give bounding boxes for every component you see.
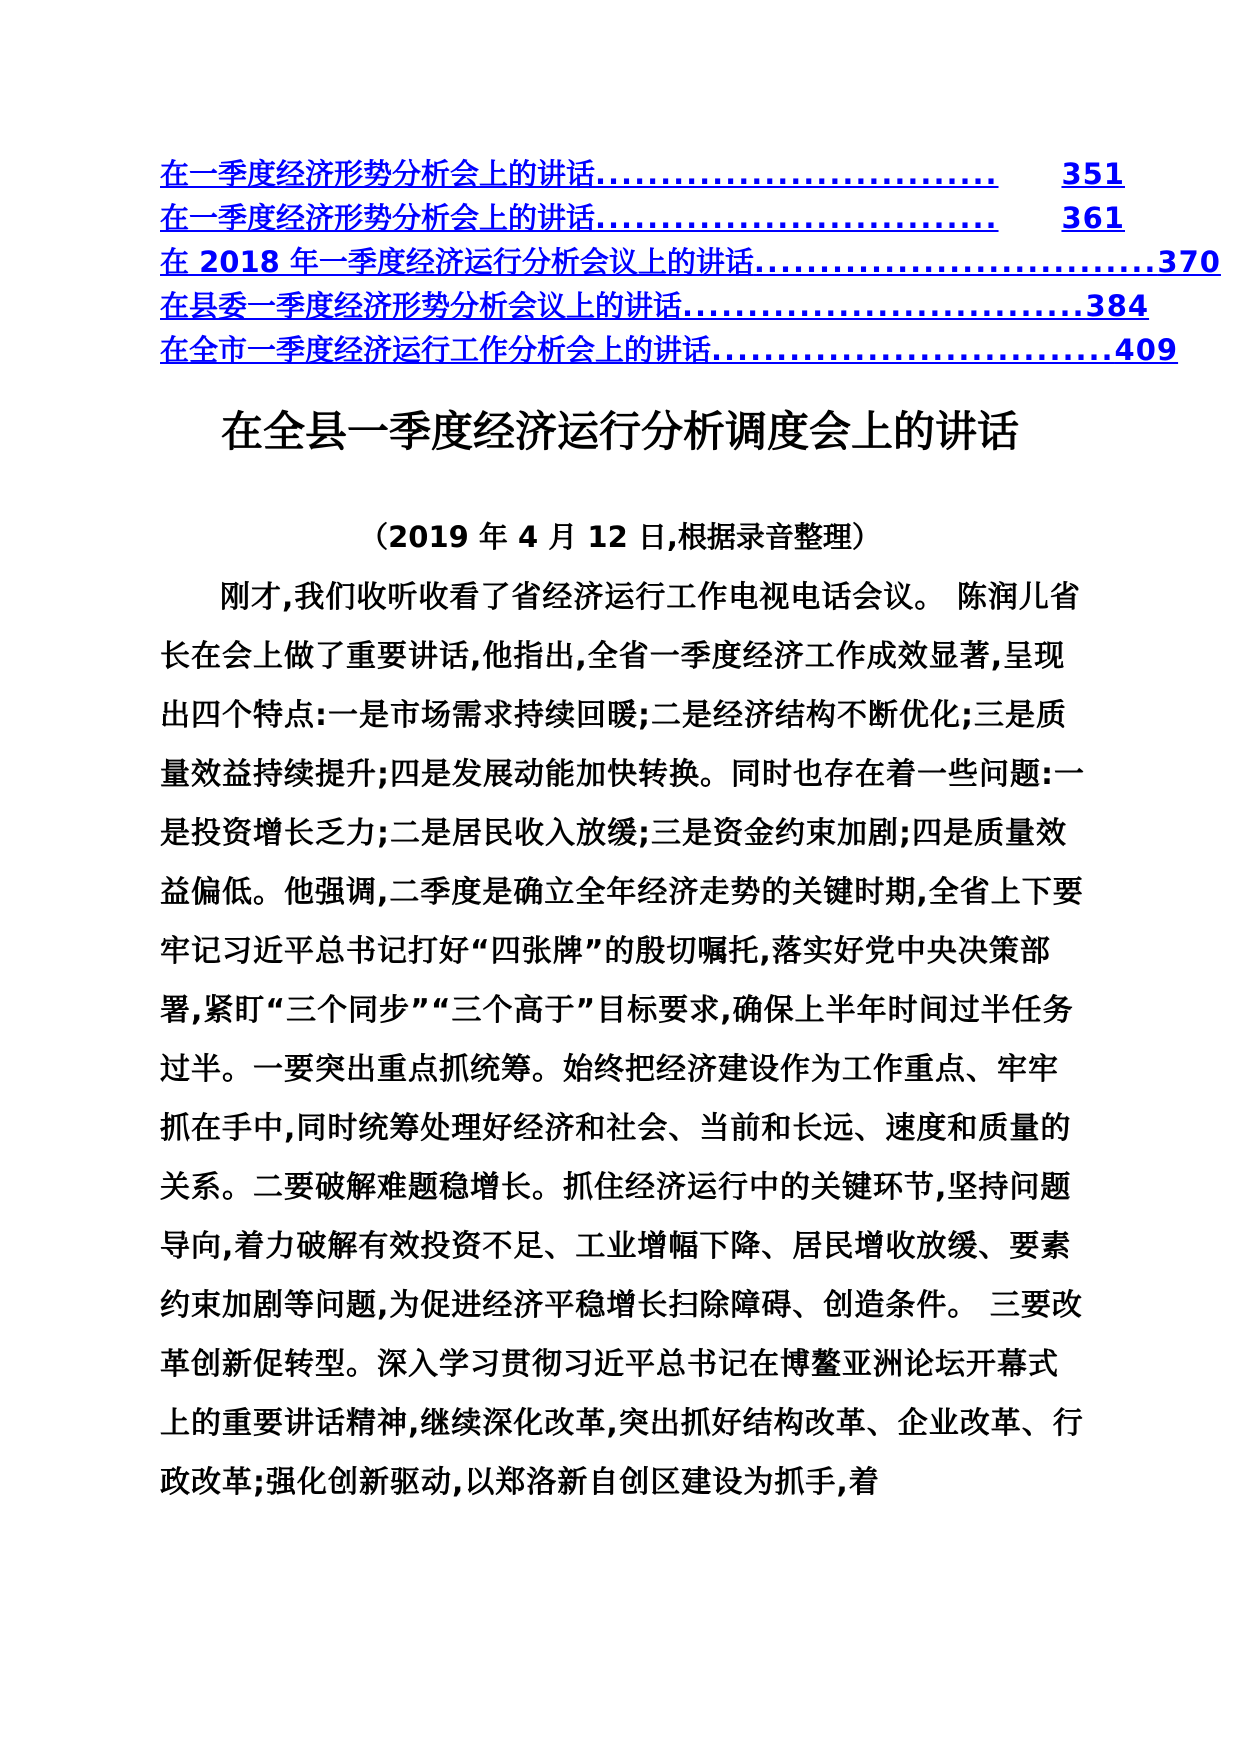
toc-page-number: 370	[1157, 245, 1221, 279]
toc-title: 在一季度经济形势分析会上的讲话	[160, 201, 596, 235]
toc-leader-dots: ...............................	[595, 201, 999, 235]
toc-link-3[interactable]	[160, 240, 1221, 284]
toc-link-5[interactable]	[160, 328, 1179, 372]
toc-leader-dots: ...............................	[753, 245, 1158, 279]
toc-page-number: 361	[1061, 201, 1125, 235]
document-title: 在全县一季度经济运行分析调度会上的讲话	[220, 407, 1019, 456]
toc-title: 在一季度经济形势分析会上的讲话	[160, 157, 596, 191]
body-paragraph: 刚才,我们收听收看了省经济运行工作电视电话会议。 陈润儿省长在会上做了重要讲话,他指出,全省一季度经济工作成效显著,呈现出四个特点:一是市场需求持续回暖;二是经济结构不断优化;三是质量效益持续提升;四是发展动能加快转换。同时也存在着一些问题:一是投资增长乏力;二是居民收入放缓;三是资金约束加剧;四是质量效益偏低。他强调,二季度是确立全年经济走势的关键时期,全省上下要牢记习近平总书记打好“四张牌”的殷切嘱托,落实好党中央决策部署,紧盯“三个同步”“三个高于”目标要求,确保上半年时间过半任务过半。一要突出重点抓统筹。始终把经济建设作为工作重点、牢牢抓在手中,同时统筹处理好经济和社会、当前和长远、速度和质量的关系。二要破解难题稳增长。抓住经济运行中的关键环节,坚持问题导向,着力破解有效投资不足、工业增幅下降、居民增收放缓、要素约束加剧等问题,为促进经济平稳增长扫除障碍、创造条件。 三要改革创新促转型。深入学习贯彻习近平总书记在博鳌亚洲论坛开幕式上的重要讲话精神,继续深化改革,突出抓好结构改革、企业改革、行政改革;强化创新驱动,以郑洛新自创区建设为抓手,着	[160, 580, 1085, 1500]
toc-title: 在全市一季度经济运行工作分析会上的讲话	[160, 333, 712, 367]
toc-title: 在 2018 年一季度经济运行分析会议上的讲话	[160, 245, 754, 279]
toc-leader-dots: ...............................	[595, 157, 999, 191]
toc-page-number: 409	[1114, 333, 1179, 367]
toc-link-1[interactable]	[160, 152, 1125, 196]
toc-title: 在县委一季度经济形势分析会议上的讲话	[160, 289, 683, 323]
table-of-contents	[160, 152, 1221, 372]
document-date-note: （2019 年 4 月 12 日,根据录音整理）	[359, 520, 881, 554]
toc-link-2[interactable]	[160, 196, 1125, 240]
toc-link-4[interactable]	[160, 284, 1150, 328]
toc-page-number: 384	[1085, 289, 1150, 323]
toc-leader-dots: ...............................	[711, 333, 1115, 367]
toc-page-number: 351	[1061, 157, 1125, 191]
toc-leader-dots: ...............................	[682, 289, 1086, 323]
